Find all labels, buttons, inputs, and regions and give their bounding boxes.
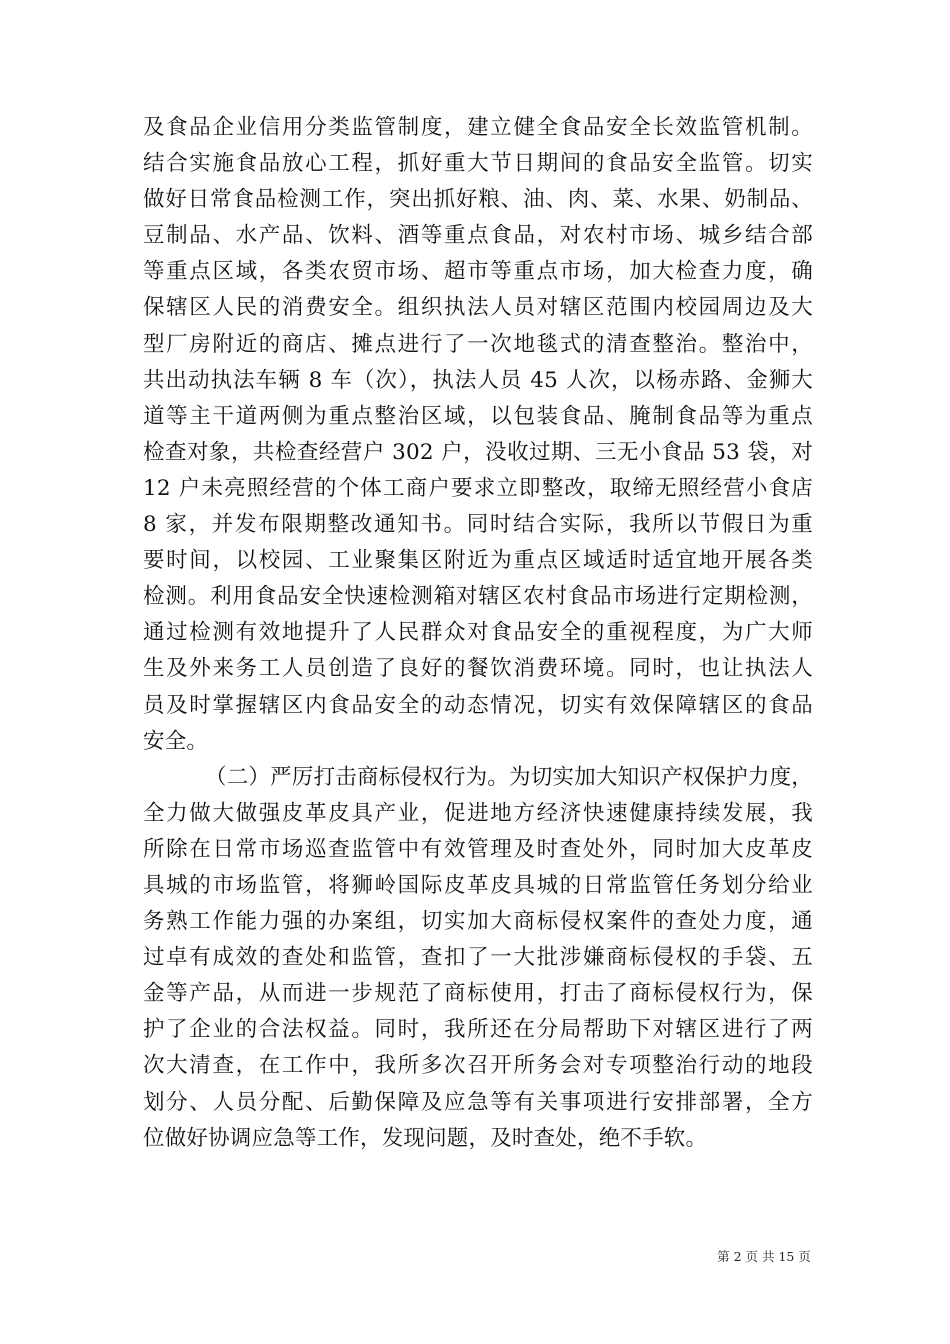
text-line: 要时间，以校园、工业聚集区附近为重点区域适时适宜地开展各类 bbox=[143, 548, 813, 574]
text-line: 通过检测有效地提升了人民群众对食品安全的重视程度，为广大师 bbox=[143, 620, 813, 646]
text-line: 全力做大做强皮革皮具产业，促进地方经济快速健康持续发展，我 bbox=[143, 800, 813, 826]
text-line: 型厂房附近的商店、摊点进行了一次地毯式的清查整治。整治中， bbox=[143, 331, 813, 357]
document-body bbox=[143, 110, 813, 1157]
paragraph-end-line: 安全。 bbox=[143, 728, 209, 754]
text-line: 做好日常食品检测工作，突出抓好粮、油、肉、菜、水果、奶制品、 bbox=[143, 187, 813, 213]
text-line: 检测。利用食品安全快速检测箱对辖区农村食品市场进行定期检测， bbox=[143, 584, 813, 610]
page-number-footer: 第 2 页 共 15 页 bbox=[717, 1249, 811, 1264]
text-line: 检查对象，共检查经营户 302 户，没收过期、三无小食品 53 袋，对 bbox=[143, 439, 813, 465]
text-line: 金等产品，从而进一步规范了商标使用，打击了商标侵权行为，保 bbox=[143, 981, 813, 1007]
text-line: 道等主干道两侧为重点整治区域，以包装食品、腌制食品等为重点 bbox=[143, 403, 813, 429]
text-line: 护了企业的合法权益。同时，我所还在分局帮助下对辖区进行了两 bbox=[143, 1017, 813, 1043]
section-heading-line: （二）严厉打击商标侵权行为。为切实加大知识产权保护力度， bbox=[205, 764, 813, 790]
text-line: 保辖区人民的消费安全。组织执法人员对辖区范围内校园周边及大 bbox=[143, 295, 813, 321]
text-line: 豆制品、水产品、饮料、酒等重点食品，对农村市场、城乡结合部 bbox=[143, 223, 813, 249]
text-line: 划分、人员分配、后勤保障及应急等有关事项进行安排部署，全方 bbox=[143, 1089, 813, 1115]
text-line: 具城的市场监管，将狮岭国际皮革皮具城的日常监管任务划分给业 bbox=[143, 872, 813, 898]
text-line: 8 家，并发布限期整改通知书。同时结合实际，我所以节假日为重 bbox=[143, 512, 813, 538]
text-line: 及食品企业信用分类监管制度，建立健全食品安全长效监管机制。 bbox=[143, 115, 813, 140]
text-line: 结合实施食品放心工程，抓好重大节日期间的食品安全监管。切实 bbox=[143, 151, 813, 177]
paragraph-end-line: 位做好协调应急等工作，发现问题，及时查处，绝不手软。 bbox=[143, 1125, 708, 1151]
text-line: 次大清查，在工作中，我所多次召开所务会对专项整治行动的地段 bbox=[143, 1053, 813, 1079]
text-line: 务熟工作能力强的办案组，切实加大商标侵权案件的查处力度，通 bbox=[143, 909, 813, 935]
text-line: 等重点区域，各类农贸市场、超市等重点市场，加大检查力度，确 bbox=[143, 259, 813, 285]
text-line: 所除在日常市场巡查监管中有效管理及时查处外，同时加大皮革皮 bbox=[143, 836, 813, 862]
text-line: 过卓有成效的查处和监管，查扣了一大批涉嫌商标侵权的手袋、五 bbox=[143, 945, 813, 971]
text-line: 员及时掌握辖区内食品安全的动态情况，切实有效保障辖区的食品 bbox=[143, 692, 813, 718]
text-line: 12 户未亮照经营的个体工商户要求立即整改，取缔无照经营小食店 bbox=[143, 475, 813, 501]
text-line: 生及外来务工人员创造了良好的餐饮消费环境。同时，也让执法人 bbox=[143, 656, 813, 682]
text-line: 共出动执法车辆 8 车（次），执法人员 45 人次，以杨赤路、金狮大 bbox=[143, 367, 813, 393]
